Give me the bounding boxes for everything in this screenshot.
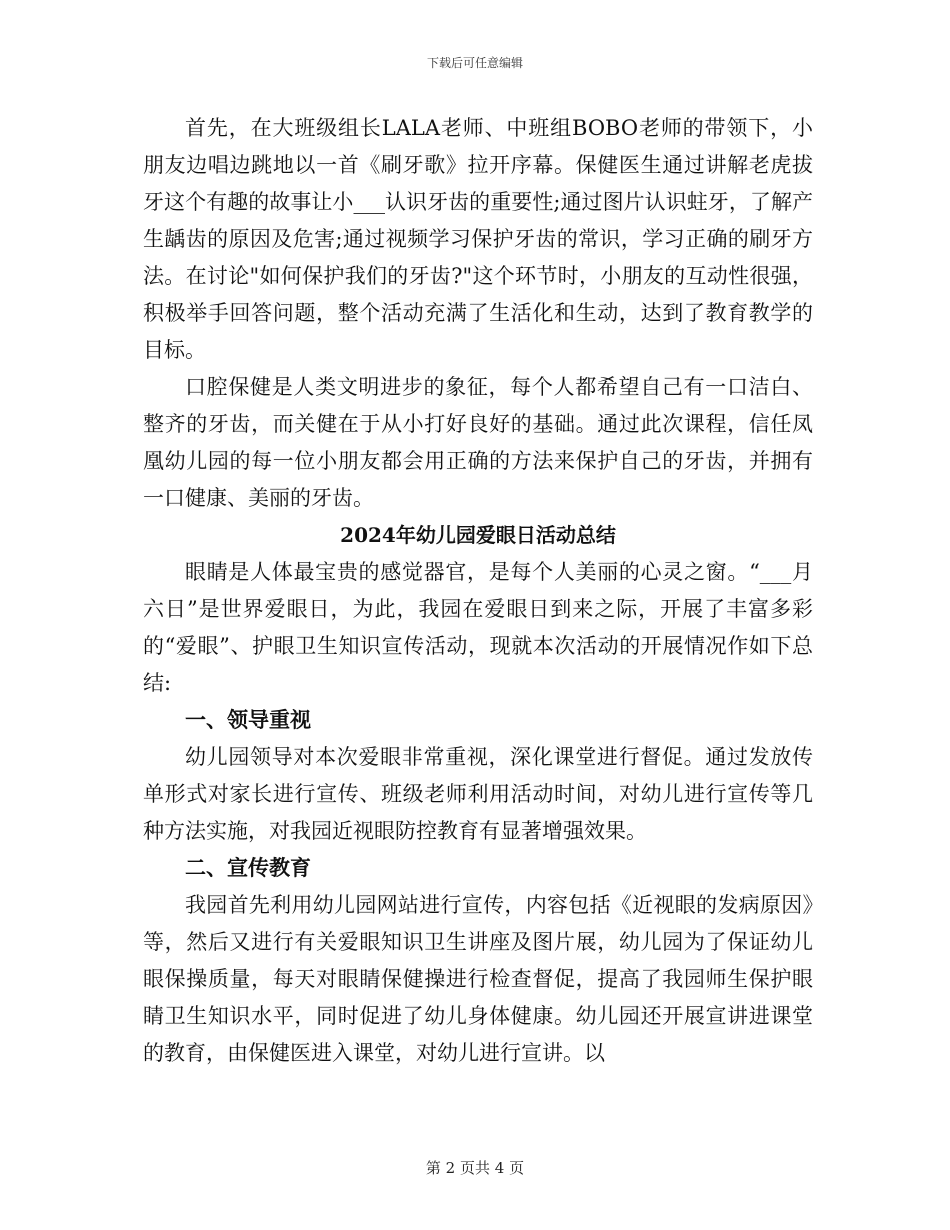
- paragraph-publicity: 我园首先利用幼儿园网站进行宣传，内容包括《近视眼的发病原因》等，然后又进行有关爱眼知识卫生讲座及图片展，幼儿园为了保证幼儿眼保操质量，每天对眼睛保健操进行检查督促，提高了我园师生保护眼睛卫生知识水平，同时促进了幼儿身体健康。幼儿园还开展宣讲进课堂的教育，由保健医进入课堂，对幼儿进行宣讲。以: [143, 893, 813, 1065]
- paragraph-leadership: 幼儿园领导对本次爱眼非常重视，深化课堂进行督促。通过发放传单形式对家长进行宣传、班级老师利用活动时间，对幼儿进行宣传等几种方法实施，对我园近视眼防控教育有显著增强效果。: [143, 745, 813, 843]
- paragraph-oral-health: 口腔保健是人类文明进步的象征，每个人都希望自己有一口洁白、整齐的牙齿，而关健在于从小打好良好的基础。通过此次课程，信任凤凰幼儿园的每一位小朋友都会用正确的方法来保护自己的牙齿，并拥有一口健康、美丽的牙齿。: [143, 375, 813, 510]
- section-heading-leadership: 一、领导重视: [185, 708, 311, 732]
- document-title: 2024年幼儿园爱眼日活动总结: [340, 523, 616, 547]
- paragraph-eye-day-intro: 眼睛是人体最宝贵的感觉器官，是每个人美丽的心灵之窗。“___月六日”是世界爱眼日，为此，我园在爱眼日到来之际，开展了丰富多彩的“爱眼”、护眼卫生知识宣传活动，现就本次活动的开展情况作如下总结:: [143, 560, 813, 695]
- paragraph-oral-activity: 首先，在大班级组长LALA老师、中班组BOBO老师的带领下，小朋友边唱边跳地以一首《刷牙歌》拉开序幕。保健医生通过讲解老虎拔牙这个有趣的故事让小___认识牙齿的重要性;通过图片认识蛀牙，了解产生龋齿的原因及危害;通过视频学习保护牙齿的常识，学习正确的刷牙方法。在讨论"如何保护我们的牙齿?"这个环节时，小朋友的互动性很强，积极举手回答问题，整个活动充满了生活化和生动，达到了教育教学的目标。: [143, 116, 813, 362]
- page-number-footer: 第 2 页共 4 页: [425, 1159, 525, 1177]
- document-body: [143, 110, 813, 1072]
- page-header-note: 下载后可任意编辑: [426, 56, 523, 70]
- section-heading-publicity: 二、宣传教育: [185, 856, 311, 880]
